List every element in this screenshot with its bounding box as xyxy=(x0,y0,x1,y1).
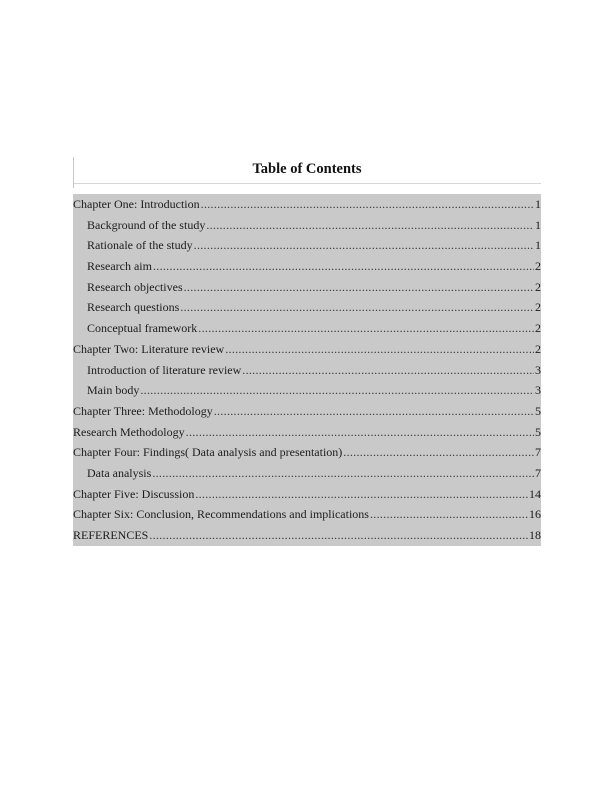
toc-entry-label: Data analysis xyxy=(87,465,152,480)
toc-dot-leader xyxy=(198,318,534,339)
toc-page-number: 1 xyxy=(535,217,541,232)
toc-page-number: 1 xyxy=(535,238,541,253)
toc-entry-label: Background of the study xyxy=(87,217,206,232)
toc-dot-leader xyxy=(194,235,534,256)
toc-dot-leader xyxy=(242,360,534,381)
toc-entry-label: Rationale of the study xyxy=(87,238,193,253)
table-of-contents xyxy=(73,157,541,546)
toc-entry[interactable] xyxy=(73,484,541,505)
toc-entry-label: Research Methodology xyxy=(73,424,185,439)
toc-page-number: 3 xyxy=(535,383,541,398)
toc-title: Table of Contents xyxy=(73,157,541,184)
toc-entry-label: Main body xyxy=(87,383,140,398)
toc-dot-leader xyxy=(152,463,534,484)
toc-entry-label: Chapter Three: Methodology xyxy=(73,403,213,418)
margin-guide-line xyxy=(73,157,74,188)
toc-entry[interactable] xyxy=(73,360,541,381)
toc-dot-leader xyxy=(149,525,528,546)
toc-entry[interactable] xyxy=(73,194,541,215)
toc-entry-label: Conceptual framework xyxy=(87,321,198,336)
toc-page-number: 2 xyxy=(535,321,541,336)
toc-dot-leader xyxy=(140,380,534,401)
toc-dot-leader xyxy=(214,401,534,422)
toc-page-number: 18 xyxy=(529,528,541,542)
toc-entry[interactable] xyxy=(73,442,541,463)
toc-entries xyxy=(73,194,541,546)
toc-entry-label: REFERENCES xyxy=(73,528,149,542)
toc-entry[interactable] xyxy=(73,215,541,236)
toc-entry[interactable] xyxy=(73,380,541,401)
toc-page-number: 1 xyxy=(535,197,541,211)
toc-page-number: 14 xyxy=(529,486,541,501)
toc-page-number: 5 xyxy=(535,424,541,439)
toc-entry-label: Chapter Two: Literature review xyxy=(73,341,225,356)
toc-page-number: 7 xyxy=(535,445,541,460)
toc-entry[interactable] xyxy=(73,277,541,298)
toc-dot-leader xyxy=(206,215,534,236)
toc-dot-leader xyxy=(153,256,534,277)
toc-entry-label: Chapter One: Introduction xyxy=(73,197,200,211)
toc-dot-leader xyxy=(225,339,534,360)
toc-entry[interactable] xyxy=(73,422,541,443)
toc-page-number: 3 xyxy=(535,362,541,377)
toc-entry[interactable] xyxy=(73,504,541,525)
toc-entry[interactable] xyxy=(73,297,541,318)
toc-page-number: 2 xyxy=(535,279,541,294)
toc-dot-leader xyxy=(195,484,528,505)
toc-entry-label: Research questions xyxy=(87,300,180,315)
toc-page-number: 2 xyxy=(535,300,541,315)
toc-page-number: 2 xyxy=(535,341,541,356)
toc-entry-label: Chapter Six: Conclusion, Recommendations and implications xyxy=(73,507,369,522)
toc-dot-leader xyxy=(343,442,534,463)
toc-entry-label: Research objectives xyxy=(87,279,183,294)
toc-entry-label: Research aim xyxy=(87,259,152,274)
toc-entry[interactable] xyxy=(73,235,541,256)
toc-dot-leader xyxy=(180,297,534,318)
toc-entry[interactable] xyxy=(73,256,541,277)
toc-page-number: 5 xyxy=(535,403,541,418)
toc-entry[interactable] xyxy=(73,525,541,546)
toc-entry-label: Chapter Four: Findings( Data analysis and presentation) xyxy=(73,445,343,460)
toc-dot-leader xyxy=(201,194,534,215)
toc-entry[interactable] xyxy=(73,463,541,484)
toc-dot-leader xyxy=(184,277,534,298)
toc-page-number: 7 xyxy=(535,465,541,480)
toc-entry-label: Introduction of literature review xyxy=(87,362,242,377)
toc-entry[interactable] xyxy=(73,339,541,360)
toc-entry[interactable] xyxy=(73,401,541,422)
toc-dot-leader xyxy=(370,504,528,525)
toc-page-number: 16 xyxy=(529,507,541,522)
toc-entry[interactable] xyxy=(73,318,541,339)
toc-dot-leader xyxy=(186,422,534,443)
toc-page-number: 2 xyxy=(535,259,541,274)
toc-entry-label: Chapter Five: Discussion xyxy=(73,486,195,501)
